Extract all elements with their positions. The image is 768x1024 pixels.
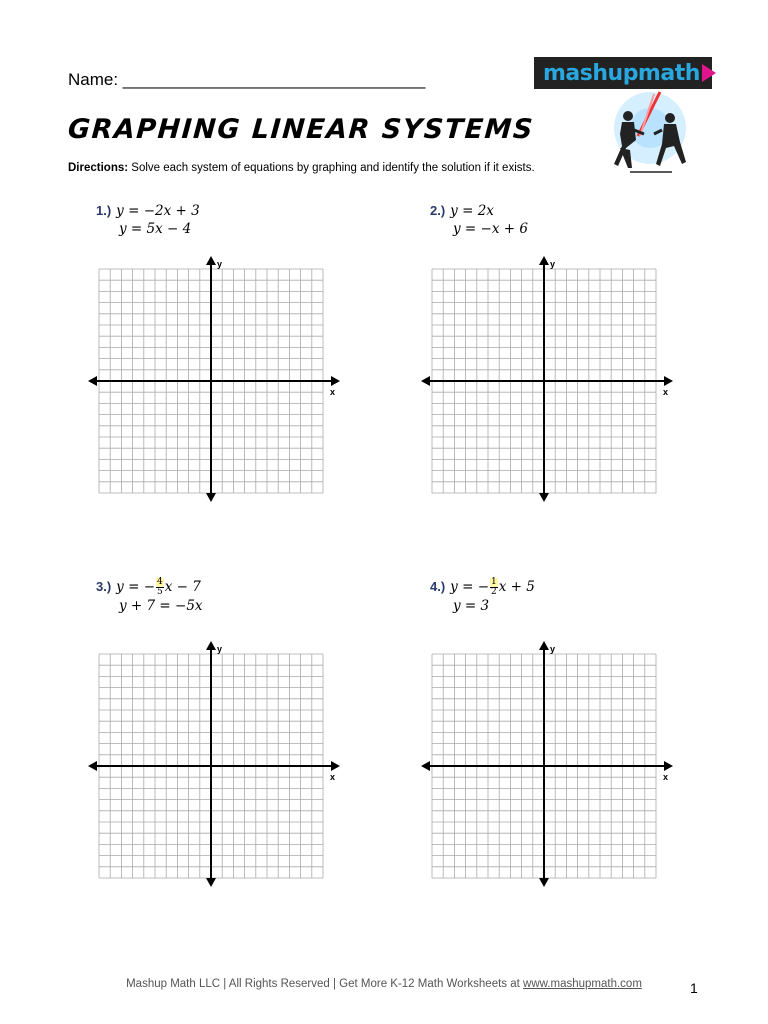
- grid-svg[interactable]: [421, 641, 673, 887]
- equation-2: y = 5x − 4: [119, 221, 192, 237]
- y-axis-up-arrow: [206, 256, 216, 265]
- y-axis-label: y: [217, 644, 223, 654]
- footer-link[interactable]: www.mashupmath.com: [523, 978, 642, 990]
- y-axis-down-arrow: [539, 493, 549, 502]
- problem-number: 3.): [96, 579, 112, 594]
- footer: [0, 978, 768, 990]
- y-axis-label: y: [550, 259, 556, 269]
- equation-1-lhs: y = −: [450, 579, 490, 595]
- y-axis-down-arrow: [206, 493, 216, 502]
- x-axis-right-arrow: [664, 376, 673, 386]
- problem-3: [96, 578, 203, 615]
- x-axis-left-arrow: [421, 761, 430, 771]
- x-axis-label: x: [330, 772, 336, 782]
- coordinate-grid-1[interactable]: [88, 256, 340, 507]
- x-axis-left-arrow: [88, 761, 97, 771]
- coordinate-grid-4[interactable]: [421, 641, 673, 892]
- x-axis-label: x: [663, 387, 669, 397]
- fraction-denominator: 2: [491, 587, 497, 597]
- x-axis-label: x: [663, 772, 669, 782]
- directions-label: Directions:: [68, 162, 129, 174]
- equation-1: y = 2x: [450, 203, 494, 219]
- logo-text: mashupmath: [543, 60, 700, 86]
- fraction-numerator: 1: [491, 577, 497, 587]
- lightsaber-mascot-icon: [600, 88, 700, 185]
- fraction: [490, 578, 498, 597]
- y-axis-label: y: [217, 259, 223, 269]
- problem-number: 4.): [430, 579, 446, 594]
- equation-2: y = 3: [453, 598, 490, 614]
- mashupmath-logo: [534, 57, 712, 89]
- y-axis-up-arrow: [539, 641, 549, 650]
- fraction-numerator: 4: [157, 577, 163, 587]
- x-axis-left-arrow: [421, 376, 430, 386]
- name-field: Name: ________________________________: [68, 70, 426, 89]
- x-axis-right-arrow: [331, 376, 340, 386]
- problem-number: 1.): [96, 203, 112, 218]
- y-axis-down-arrow: [539, 878, 549, 887]
- equation-2: y = −x + 6: [453, 221, 528, 237]
- problem-2: [430, 202, 528, 238]
- grid-svg[interactable]: [88, 256, 340, 502]
- equation-1-rhs: x − 7: [164, 579, 201, 595]
- fraction-denominator: 5: [157, 587, 163, 597]
- problem-1: [96, 202, 200, 238]
- x-axis-right-arrow: [331, 761, 340, 771]
- coordinate-grid-2[interactable]: [421, 256, 673, 507]
- equation-1-rhs: x + 5: [498, 579, 535, 595]
- footer-text: Mashup Math LLC | All Rights Reserved | Get More K-12 Math Worksheets at: [126, 978, 524, 990]
- grid-svg[interactable]: [421, 256, 673, 502]
- play-arrow-icon: [702, 64, 716, 82]
- directions-text: Solve each system of equations by graphing and identify the solution if it exists.: [128, 162, 535, 174]
- equation-1: y = −2x + 3: [116, 203, 200, 219]
- page-number: 1: [690, 980, 698, 996]
- fraction: [156, 578, 164, 597]
- problem-4: [430, 578, 535, 615]
- page-title: GRAPHING LINEAR SYSTEMS: [66, 114, 536, 145]
- equation-2: y + 7 = −5x: [119, 598, 203, 614]
- y-axis-up-arrow: [206, 641, 216, 650]
- problem-number: 2.): [430, 203, 446, 218]
- y-axis-down-arrow: [206, 878, 216, 887]
- grid-svg[interactable]: [88, 641, 340, 887]
- x-axis-label: x: [330, 387, 336, 397]
- equation-1-lhs: y = −: [116, 579, 156, 595]
- y-axis-label: y: [550, 644, 556, 654]
- x-axis-left-arrow: [88, 376, 97, 386]
- x-axis-right-arrow: [664, 761, 673, 771]
- coordinate-grid-3[interactable]: [88, 641, 340, 892]
- y-axis-up-arrow: [539, 256, 549, 265]
- directions: [68, 162, 535, 174]
